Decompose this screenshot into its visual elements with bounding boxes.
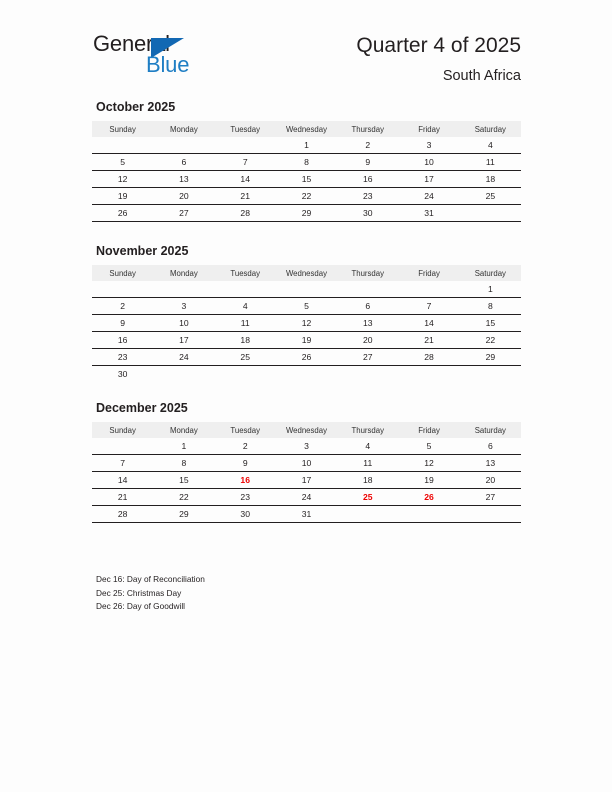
week-row: [92, 349, 521, 366]
month-block: [92, 100, 521, 222]
day-cell[interactable]: 31: [398, 205, 459, 222]
day-cell[interactable]: 13: [337, 315, 398, 332]
day-cell[interactable]: 30: [92, 366, 153, 383]
day-cell[interactable]: 19: [398, 472, 459, 489]
page-title: Quarter 4 of 2025: [356, 34, 521, 57]
day-cell[interactable]: 9: [215, 455, 276, 472]
month-block: [92, 401, 521, 523]
page-subtitle-country: South Africa: [442, 68, 521, 84]
day-cell[interactable]: 28: [92, 506, 153, 523]
day-cell[interactable]: 3: [153, 298, 214, 315]
day-cell[interactable]: 17: [398, 171, 459, 188]
day-cell[interactable]: 19: [276, 332, 337, 349]
week-row: [92, 315, 521, 332]
week-row: [92, 332, 521, 349]
day-cell-empty: [398, 506, 459, 523]
weekday-header-row: [92, 265, 521, 281]
day-cell[interactable]: 1: [487, 284, 493, 294]
month-title: December 2025: [96, 401, 188, 415]
day-cell[interactable]: 27: [460, 489, 521, 506]
day-cell[interactable]: 20: [153, 188, 214, 205]
weekday-header-monday: Monday: [153, 422, 214, 438]
day-cell[interactable]: 24: [276, 489, 337, 506]
weekday-header-wednesday: Wednesday: [276, 121, 337, 137]
day-cell-empty: [153, 366, 214, 383]
day-cell[interactable]: 3: [426, 140, 432, 150]
logo-text-blue: Blue: [146, 52, 190, 77]
day-cell[interactable]: 11: [337, 455, 398, 472]
day-cell[interactable]: 17: [153, 332, 214, 349]
day-cell[interactable]: 10: [276, 455, 337, 472]
day-cell-empty: [215, 281, 276, 298]
day-cell[interactable]: 20: [460, 472, 521, 489]
day-cell[interactable]: 7: [398, 298, 459, 315]
day-cell[interactable]: 26: [92, 205, 153, 222]
day-cell-empty: [460, 506, 521, 523]
week-row: [92, 438, 521, 455]
day-cell[interactable]: 25: [215, 349, 276, 366]
day-cell-empty: [398, 281, 459, 298]
weekday-header-sunday: Sunday: [92, 121, 153, 137]
day-cell[interactable]: 9: [92, 315, 153, 332]
day-cell[interactable]: 20: [337, 332, 398, 349]
day-cell-holiday[interactable]: 25: [337, 489, 398, 506]
week-row: [92, 455, 521, 472]
weekday-header-tuesday: Tuesday: [215, 265, 276, 281]
day-cell[interactable]: 5: [276, 298, 337, 315]
week-row: [92, 137, 521, 154]
day-cell[interactable]: 21: [398, 332, 459, 349]
weekday-header-wednesday: Wednesday: [276, 422, 337, 438]
day-cell-empty: [276, 281, 337, 298]
month-calendar-table: [92, 121, 521, 222]
quarter-months-container: [92, 100, 521, 523]
weekday-header-saturday: Saturday: [460, 422, 521, 438]
weekday-header-friday: Friday: [398, 422, 459, 438]
day-cell[interactable]: 29: [460, 349, 521, 366]
day-cell[interactable]: 13: [153, 171, 214, 188]
month-block: [92, 244, 521, 382]
weekday-header-thursday: Thursday: [337, 265, 398, 281]
day-cell[interactable]: 7: [215, 154, 276, 171]
day-cell[interactable]: 11: [215, 315, 276, 332]
day-cell[interactable]: 5: [426, 441, 432, 451]
day-cell[interactable]: 5: [92, 154, 153, 171]
day-cell-empty: [92, 438, 153, 455]
weekday-header-saturday: Saturday: [460, 265, 521, 281]
day-cell[interactable]: 18: [337, 472, 398, 489]
weekday-header-wednesday: Wednesday: [276, 265, 337, 281]
day-cell[interactable]: 19: [92, 188, 153, 205]
month-title: November 2025: [96, 244, 189, 258]
week-row: [92, 171, 521, 188]
day-cell[interactable]: 11: [460, 154, 521, 171]
day-cell[interactable]: 6: [337, 298, 398, 315]
day-cell-holiday[interactable]: 16: [215, 472, 276, 489]
day-cell[interactable]: 6: [153, 154, 214, 171]
day-cell[interactable]: 14: [92, 472, 153, 489]
day-cell[interactable]: 21: [92, 489, 153, 506]
day-cell[interactable]: 4: [487, 140, 493, 150]
day-cell-empty: [398, 366, 459, 383]
day-cell[interactable]: 7: [92, 455, 153, 472]
day-cell-empty: [337, 281, 398, 298]
week-row: [92, 366, 521, 383]
day-cell[interactable]: 27: [153, 205, 214, 222]
day-cell[interactable]: 15: [276, 171, 337, 188]
day-cell[interactable]: 22: [460, 332, 521, 349]
weekday-header-monday: Monday: [153, 265, 214, 281]
legend-item: Dec 16: Day of Reconciliation: [96, 574, 205, 584]
day-cell[interactable]: 22: [153, 489, 214, 506]
day-cell[interactable]: 12: [92, 171, 153, 188]
weekday-header-sunday: Sunday: [92, 422, 153, 438]
day-cell[interactable]: 10: [398, 154, 459, 171]
day-cell-empty: [153, 137, 214, 154]
day-cell-empty: [460, 366, 521, 383]
holiday-legend: [96, 573, 456, 614]
day-cell[interactable]: 23: [337, 188, 398, 205]
day-cell-empty: [276, 366, 337, 383]
day-cell[interactable]: 8: [276, 154, 337, 171]
weekday-header-row: [92, 422, 521, 438]
day-cell[interactable]: 18: [460, 171, 521, 188]
day-cell[interactable]: 24: [153, 349, 214, 366]
day-cell[interactable]: 10: [153, 315, 214, 332]
week-row: [92, 489, 521, 506]
day-cell[interactable]: 29: [153, 506, 214, 523]
week-row: [92, 298, 521, 315]
day-cell[interactable]: 8: [460, 298, 521, 315]
day-cell[interactable]: 28: [215, 205, 276, 222]
weekday-header-friday: Friday: [398, 121, 459, 137]
weekday-header-friday: Friday: [398, 265, 459, 281]
day-cell-empty: [215, 137, 276, 154]
day-cell[interactable]: 1: [304, 140, 309, 150]
day-cell[interactable]: 2: [92, 298, 153, 315]
weekday-header-tuesday: Tuesday: [215, 121, 276, 137]
day-cell-empty: [153, 281, 214, 298]
day-cell[interactable]: 16: [92, 332, 153, 349]
weekday-header-saturday: Saturday: [460, 121, 521, 137]
legend-item: Dec 26: Day of Goodwill: [96, 601, 186, 612]
day-cell[interactable]: 15: [153, 472, 214, 489]
weekday-header-thursday: Thursday: [337, 121, 398, 137]
day-cell[interactable]: 14: [215, 171, 276, 188]
weekday-header-monday: Monday: [153, 121, 214, 137]
week-row: [92, 188, 521, 205]
day-cell[interactable]: 2: [365, 140, 371, 150]
day-cell[interactable]: 2: [242, 441, 248, 451]
day-cell[interactable]: 23: [215, 489, 276, 506]
weekday-header-thursday: Thursday: [337, 422, 398, 438]
day-cell[interactable]: 26: [276, 349, 337, 366]
month-calendar-table: [92, 265, 521, 382]
week-row: [92, 154, 521, 171]
page-header: [0, 0, 612, 96]
day-cell[interactable]: 6: [487, 441, 493, 451]
day-cell[interactable]: 1: [181, 441, 187, 451]
week-row: [92, 281, 521, 298]
day-cell-holiday[interactable]: 26: [398, 489, 459, 506]
page-title-block: [356, 33, 521, 85]
day-cell[interactable]: 14: [398, 315, 459, 332]
day-cell[interactable]: 24: [398, 188, 459, 205]
day-cell[interactable]: 12: [398, 455, 459, 472]
day-cell[interactable]: 18: [215, 332, 276, 349]
month-title: October 2025: [96, 100, 176, 114]
day-cell[interactable]: 13: [460, 455, 521, 472]
day-cell[interactable]: 25: [460, 188, 521, 205]
day-cell[interactable]: 31: [276, 506, 337, 523]
day-cell[interactable]: 30: [215, 506, 276, 523]
day-cell[interactable]: 29: [276, 205, 337, 222]
day-cell[interactable]: 15: [460, 315, 521, 332]
day-cell[interactable]: 22: [276, 188, 337, 205]
day-cell[interactable]: 12: [276, 315, 337, 332]
day-cell-empty: [92, 281, 153, 298]
day-cell[interactable]: 23: [92, 349, 153, 366]
weekday-header-tuesday: Tuesday: [215, 422, 276, 438]
day-cell[interactable]: 28: [398, 349, 459, 366]
general-blue-logo: [93, 32, 273, 82]
day-cell[interactable]: 3: [304, 441, 309, 451]
week-row: [92, 205, 521, 222]
week-row: [92, 506, 521, 523]
day-cell[interactable]: 16: [337, 171, 398, 188]
day-cell[interactable]: 27: [337, 349, 398, 366]
day-cell-empty: [215, 366, 276, 383]
day-cell-empty: [337, 366, 398, 383]
day-cell[interactable]: 4: [365, 441, 371, 451]
day-cell-empty: [337, 506, 398, 523]
month-calendar-table: [92, 422, 521, 523]
day-cell[interactable]: 21: [215, 188, 276, 205]
weekday-header-row: [92, 121, 521, 137]
day-cell[interactable]: 9: [337, 154, 398, 171]
week-row: [92, 472, 521, 489]
weekday-header-sunday: Sunday: [92, 265, 153, 281]
day-cell[interactable]: 17: [276, 472, 337, 489]
day-cell-empty: [460, 205, 521, 222]
day-cell-empty: [92, 137, 153, 154]
day-cell[interactable]: 30: [337, 205, 398, 222]
day-cell[interactable]: 4: [215, 298, 276, 315]
day-cell[interactable]: 8: [153, 455, 214, 472]
legend-item: Dec 25: Christmas Day: [96, 587, 182, 598]
logo-text-general: General: [93, 31, 170, 56]
